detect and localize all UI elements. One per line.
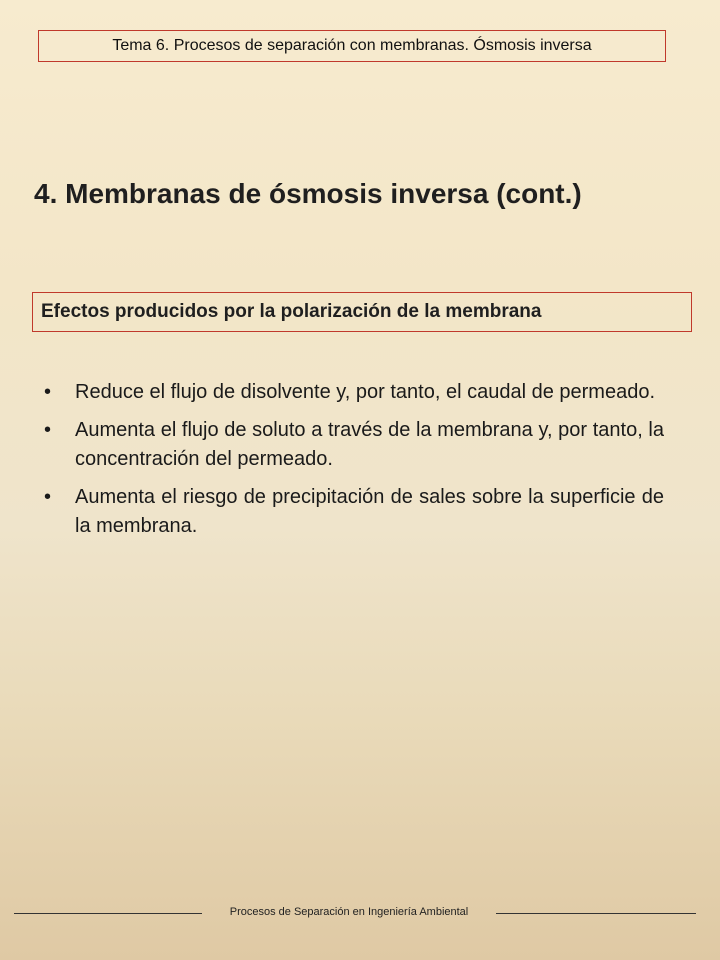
bullet-item (44, 416, 664, 474)
footer (0, 904, 720, 924)
section-heading-box (32, 292, 692, 332)
bullet-item (44, 378, 664, 407)
bullet-icon: • (44, 381, 52, 403)
bullet-item (44, 483, 664, 541)
bullet-icon: • (44, 486, 52, 508)
course-title: Tema 6. Procesos de separación con membranas. Ósmosis inversa (112, 37, 592, 54)
footer-divider-left (14, 913, 202, 914)
bullet-text: Reduce el flujo de disolvente y, por tanto, el caudal de permeado. (75, 381, 655, 403)
bullet-icon: • (44, 419, 52, 441)
footer-text: Procesos de Separación en Ingeniería Ambiental (229, 906, 469, 918)
bullet-text: Aumenta el flujo de soluto a través de la membrana y, por tanto, la concentración del permeado. (75, 419, 664, 470)
bullet-text: Aumenta el riesgo de precipitación de sales sobre la superficie de la membrana. (75, 486, 664, 537)
bullet-list (44, 378, 664, 550)
course-title-box (38, 30, 666, 62)
section-heading: Efectos producidos por la polarización de la membrana (41, 301, 542, 322)
slide-title: 4. Membranas de ósmosis inversa (cont.) (34, 178, 582, 209)
footer-divider-right (496, 913, 696, 914)
